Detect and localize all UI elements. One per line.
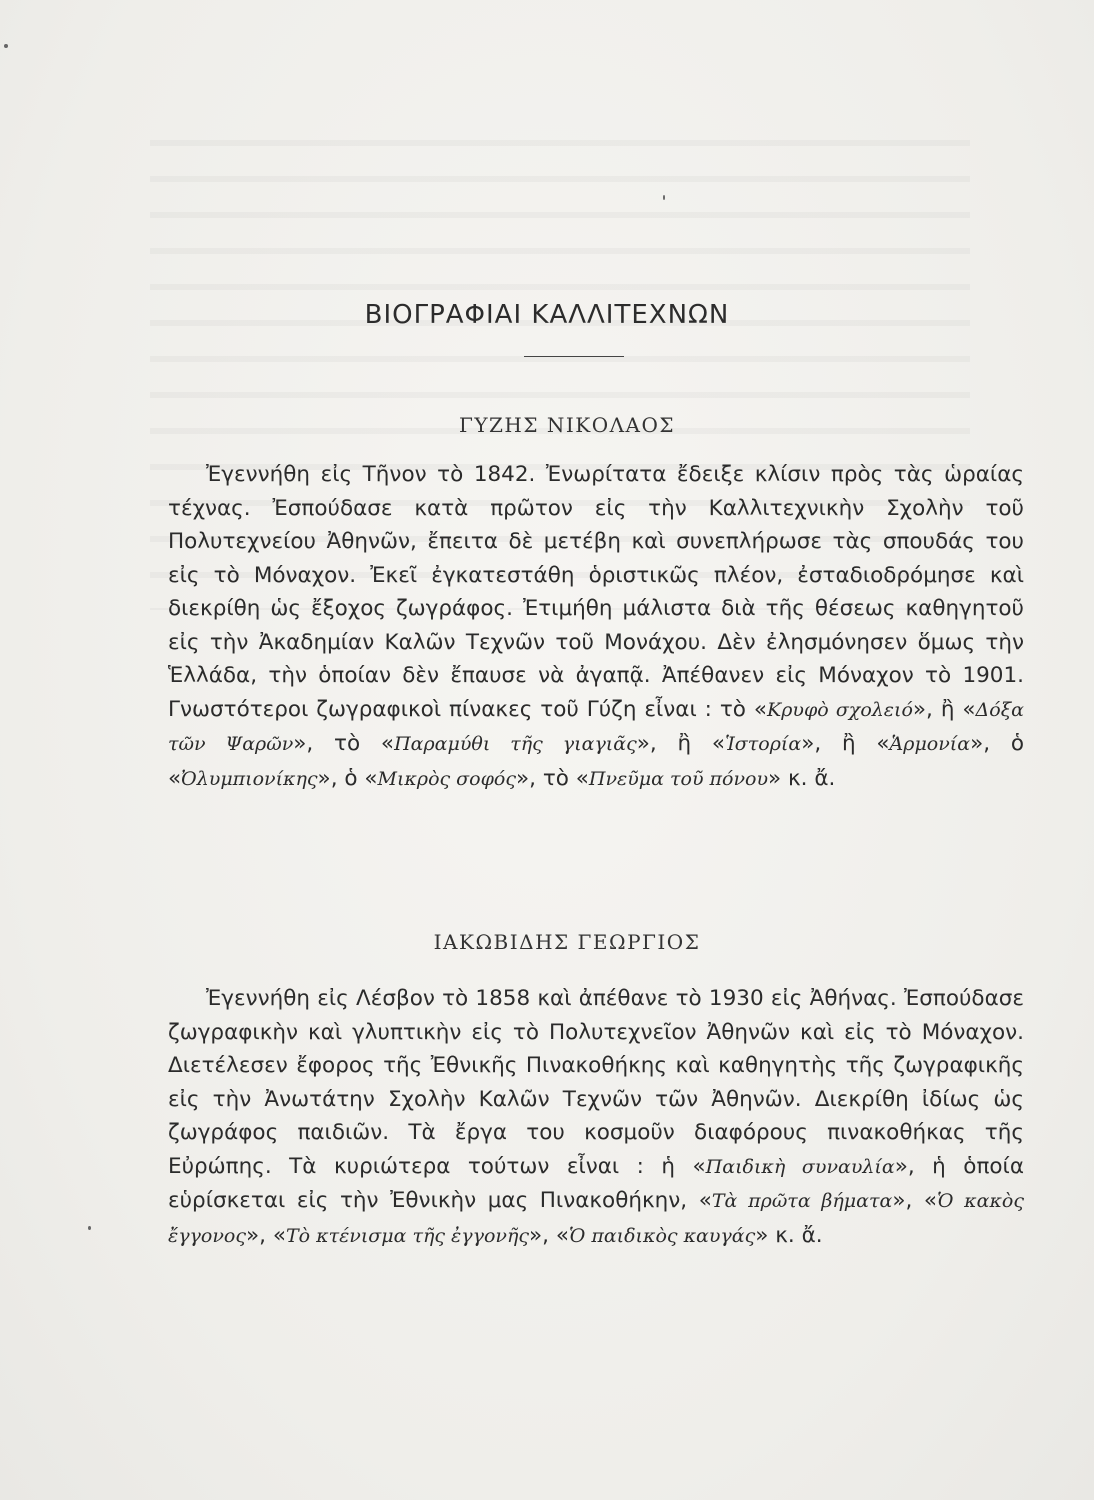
scan-speck bbox=[4, 44, 8, 48]
work-citation: ἢ «Ἱστορία», bbox=[677, 731, 842, 756]
section-heading-gyzis: ΓΥΖΗΣ ΝΙΚΟΛΑΟΣ bbox=[458, 413, 676, 437]
work-title: Δόξα τῶν Ψαρῶν bbox=[168, 698, 1024, 755]
work-title: Ἱστορία bbox=[725, 733, 802, 755]
biography-paragraph-iakovidis bbox=[168, 982, 1024, 1253]
work-citation: ὁ «Μικρὸς σοφός», bbox=[344, 765, 543, 791]
work-citation: ὁ «Ὀλυμπιονίκης», bbox=[168, 731, 1024, 791]
paragraph-ending: κ. ἄ. bbox=[788, 765, 836, 791]
work-citation: «Τὸ κτένισμα τῆς ἐγγονῆς», bbox=[272, 1222, 556, 1248]
section-heading-iakovidis: ΙΑΚΩΒΙΔΗΣ ΓΕΩΡΓΙΟΣ bbox=[433, 930, 701, 954]
scan-speck bbox=[663, 195, 665, 200]
work-citation: ἢ «Δόξα τῶν Ψαρῶν», bbox=[168, 696, 1024, 756]
work-citation: ἡ «Παιδικὴ συναυλία», ἡ ὁποία εὑρίσκεται εἰς τὴν Ἐθνικὴν μας Πινακοθήκην, bbox=[168, 1153, 1024, 1213]
work-citation: ἢ «Ἁρμονία», bbox=[841, 731, 1011, 756]
page-title: ΒΙΟΓΡΑΦΙΑΙ ΚΑΛΛΙΤΕΧΝΩΝ bbox=[364, 300, 730, 330]
paragraph-text: Ἐγεννήθη εἰς Τῆνον τὸ 1842. Ἐνωρίτατα ἔδειξε κλίσιν πρὸς τὰς ὡραίας τέχνας. Ἐσπούδασε κατὰ πρῶτον εἰς τὴν Καλλιτεχνικὴν Σχολὴν τοῦ Πολυτεχνείου Ἀθηνῶν, ἔπειτα δὲ μετέβη καὶ συνεπλήρωσε τὰς σπουδάς του εἰς τὸ Μόναχον. Ἐκεῖ ἐγκατεστάθη ὁριστικῶς πλέον, ἐσταδιοδρόμησε καὶ διεκρίθη ὡς ἔξοχος ζωγράφος. Ἐτιμήθη μάλιστα διὰ τῆς θέσεως καθηγητοῦ εἰς τὴν Ἀκαδημίαν Καλῶν Τεχνῶν τοῦ Μονάχου. Δὲν ἐλησμόνησεν ὅμως τὴν Ἑλλάδα, τὴν ὁποίαν δὲν ἔπαυσε νὰ ἀγαπᾷ. Ἀπέθανεν εἰς Μόναχον τὸ 1901. Γνωστότεροι ζωγραφικοὶ πίνακες τοῦ Γύζη εἶναι : bbox=[168, 462, 1024, 722]
biography-paragraph-gyzis bbox=[168, 458, 1024, 796]
work-citation: τὸ «Κρυφὸ σχολειό», bbox=[719, 696, 941, 722]
work-citation: «Ὁ κακὸς ἔγγονος», bbox=[168, 1188, 1025, 1248]
work-title: Κρυφὸ σχολειό bbox=[767, 698, 913, 721]
work-title: Τὰ πρῶτα βήματα bbox=[711, 1190, 893, 1212]
work-citation: τὸ «Παραμύθι τῆς γιαγιᾶς», bbox=[334, 731, 678, 756]
title-divider bbox=[524, 356, 624, 357]
paragraph-ending: κ. ἄ. bbox=[775, 1222, 823, 1248]
work-title: Ὁ παιδικὸς καυγάς bbox=[568, 1224, 756, 1247]
work-title: Παραμύθι τῆς γιαγιᾶς bbox=[394, 733, 637, 755]
work-title: Μικρὸς σοφός bbox=[377, 767, 516, 790]
work-title: Ἁρμονία bbox=[889, 733, 971, 755]
scan-speck bbox=[88, 1226, 91, 1230]
work-title: Παιδικὴ συναυλία bbox=[705, 1155, 895, 1178]
work-title: Ὀλυμπιονίκης bbox=[181, 767, 318, 790]
work-citation: τὸ «Πνεῦμα τοῦ πόνου» bbox=[542, 765, 788, 791]
work-citation: «Τὰ πρῶτα βήματα», bbox=[698, 1188, 924, 1213]
work-title: Ὁ κακὸς ἔγγονος bbox=[168, 1190, 1025, 1247]
work-citation: «Ὁ παιδικὸς καυγάς» bbox=[555, 1222, 776, 1248]
work-title: Πνεῦμα τοῦ πόνου bbox=[588, 767, 768, 790]
paragraph-text: Ἐγεννήθη εἰς Λέσβον τὸ 1858 καὶ ἀπέθανε τὸ 1930 εἰς Ἀθήνας. Ἐσπούδασε ζωγραφικὴν καὶ γλυπτικὴν εἰς τὸ Πολυτεχνεῖον Ἀθηνῶν καὶ εἰς τὸ Μόναχον. Διετέλεσεν ἔφορος τῆς Ἐθνικῆς Πινακοθήκης καὶ καθηγητὴς τῆς ζωγραφικῆς εἰς τὴν Ἀνωτάτην Σχολὴν Καλῶν Τεχνῶν τῶν Ἀθηνῶν. Διεκρίθη ἰδίως ὡς ζωγράφος παιδιῶν. Τὰ ἔργα του κοσμοῦν διαφόρους πινακοθήκας τῆς Εὐρώπης. Τὰ κυριώτερα τούτων εἶναι : bbox=[168, 986, 1024, 1179]
work-title: Τὸ κτένισμα τῆς ἐγγονῆς bbox=[285, 1224, 529, 1247]
